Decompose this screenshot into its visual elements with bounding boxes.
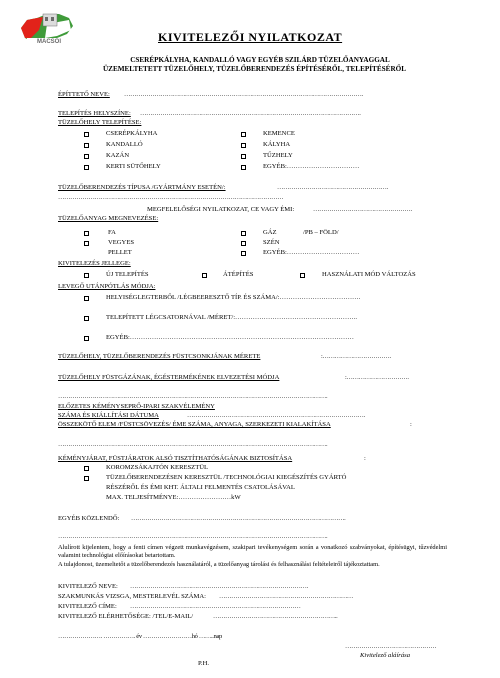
date-line[interactable]: …………………. ……………. év ……………………hó ……..nap xyxy=(58,633,222,640)
checkbox-helyiseglegter[interactable] xyxy=(84,296,89,301)
option-cserepkalyha: CSERÉPKÁLYHA xyxy=(106,130,158,137)
elozetes-label: ELŐZETES KÉMÉNYSEPRŐ-IPARI SZAKVÉLEMÉNY xyxy=(58,403,215,410)
option-uj-telepites: ÚJ TELEPÍTÉS xyxy=(106,271,149,278)
megfeleloseg-label: MEGFELELŐSÉGI NYILATKOZAT, CE VAGY ÉMI: xyxy=(147,206,295,213)
option-fa: FA xyxy=(108,229,116,236)
option-egyeb-tuzelohely[interactable]: EGYÉB:…………………………… xyxy=(263,163,360,170)
kemeny-extra-2[interactable]: MAX. TELJESÍTMÉNYE:……………………kW xyxy=(106,494,241,501)
checkbox-egyeb-tuzeloanyag[interactable] xyxy=(241,251,246,256)
checkbox-tuzhely[interactable] xyxy=(241,154,246,159)
checkbox-gaz[interactable] xyxy=(241,231,246,236)
szakmunkas-field[interactable]: ………………………………………………………… xyxy=(219,593,353,600)
option-szen: SZÉN xyxy=(263,239,280,246)
elerhetoseg-label: KIVITELEZŐ ELÉRHETŐSÉGE: /TEL/E-MAIL/ xyxy=(58,613,194,620)
fustgaz-field[interactable]: :…………………………. xyxy=(345,374,409,381)
tuzelohely-telepitese-label: TÜZELŐHELY TELEPÍTÉSE: xyxy=(58,119,142,126)
jelleg-label: KIVITELEZÉS JELLEGE: xyxy=(58,260,131,267)
kivitelezo-neve-label: KIVITELEZŐ NEVE: xyxy=(58,583,118,590)
fustgaz-label: TÜZELŐHELY FÜSTGÁZÁNAK, ÉGÉSTERMÉKÉNEK ELVEZETÉSI MÓDJA xyxy=(58,374,280,381)
option-kemence: KEMENCE xyxy=(263,130,295,137)
osszekoto-label: ÖSSZEKÖTŐ ELEM /FÜSTCSÖVEZÉS/ ÉME SZÁMA, ANYAGA, SZERKEZETI KIALAKÍTÁSA xyxy=(58,421,331,428)
szakmunkas-label: SZAKMUNKÁS VIZSGA, MESTERLEVÉL SZÁMA: xyxy=(58,593,206,600)
logo-text: MACSOI xyxy=(37,39,61,45)
declaration-paragraph-1: Alulírott kijelentem, hogy a fenti címen végzett munkavégzésem, szakipari tevékenységem során a vonatkozó szabványokat, építésügyi, tűzvédelmi valamint technológiai előírásokat betartottam. xyxy=(58,544,447,560)
checkbox-legcsatorna[interactable] xyxy=(84,316,89,321)
option-pellet: PELLET xyxy=(108,249,132,256)
option-koromzsakajto: KOROMZSÁKAJTÓN KERESZTÜL xyxy=(106,464,209,471)
fustgaz-field-line2[interactable]: ……………………………………………………………………………………………………………………. xyxy=(58,393,328,400)
levego-label: LEVEGŐ UTÁNPÓTLÁS MÓDJA: xyxy=(58,283,156,290)
csonk-label: TÜZELŐHELY, TÜZELŐBERENDEZÉS FÜSTCSONKJÁNAK MÉRETE xyxy=(58,353,261,360)
epitteto-label: ÉPÍTTETŐ NEVE: xyxy=(58,91,110,98)
osszekoto-colon: : xyxy=(410,421,412,428)
option-vegyes: VEGYES xyxy=(108,239,135,246)
hungary-map-logo xyxy=(17,8,75,52)
egyeb-kozlendo-field[interactable]: ……………………………………………………………………………………………. xyxy=(131,515,346,522)
checkbox-fa[interactable] xyxy=(84,231,89,236)
checkbox-cserepkalyha[interactable] xyxy=(84,132,89,137)
declaration-paragraph-2: A tulajdonost, üzemeltetőt a tüzelőberendezés használatáról, a tüzelőanyag tárolási és felhasználási feltételeiről tájékoztattam. xyxy=(58,561,380,568)
tuzeloanyag-label: TÜZELŐANYAG MEGNEVEZÉSE: xyxy=(58,215,159,222)
option-kerti-sutohely: KERTI SÜTŐHELY xyxy=(106,163,161,170)
option-gaz-extra: /PB – FÖLD/ xyxy=(303,229,339,236)
cime-label: KIVITELEZŐ CÍME: xyxy=(58,603,117,610)
option-legcsatorna[interactable]: TELEPÍTETT LÉGCSATORNÁVAL /MÉRET/:……………………………………………….. xyxy=(106,314,358,321)
checkbox-vegyes[interactable] xyxy=(84,241,89,246)
checkbox-atepites[interactable] xyxy=(202,273,207,278)
cime-field[interactable]: ………………………………………………………………………… xyxy=(130,603,301,610)
egyeb-kozlendo-field-line2[interactable]: ……………………………………………………………………………………………………………………. xyxy=(58,533,328,540)
macsoi-logo xyxy=(17,8,75,52)
option-tuzeloberendezesen: TÜZELŐBERENDEZÉSEN KERESZTÜL /TECHNOLÓGIAI KIEGÉSZÍTÉS GYÁRTÓ xyxy=(106,474,347,481)
option-egyeb-tuzeloanyag[interactable]: EGYÉB:…………………………… xyxy=(263,249,360,256)
checkbox-kalyha[interactable] xyxy=(241,143,246,148)
kivitelezo-neve-field[interactable]: ……………………………………………………………………………. xyxy=(130,583,308,590)
szama-label: SZÁMA ÉS KIÁLLÍTÁSI DÁTUMA xyxy=(58,412,159,419)
szama-field[interactable]: ……………………………………………………………………………. xyxy=(187,412,365,419)
megfeleloseg-field[interactable]: …………………………………………. xyxy=(313,206,412,213)
tipus-field-line2[interactable]: ………………………………………………………………………………………………… xyxy=(58,194,284,201)
ph-stamp-label: P.H. xyxy=(198,660,209,667)
checkbox-kerti-sutohely[interactable] xyxy=(84,165,89,170)
option-kazan: KAZÁN xyxy=(106,152,130,159)
option-helyiseglegter[interactable]: HELYISÉGLEGTERBŐL /LÉGBEERESZTŐ TÍP. ÉS SZÁMA/:………………………………. xyxy=(106,294,361,301)
page-title: KIVITELEZŐI NYILATKOZAT xyxy=(158,30,343,44)
checkbox-kandallo[interactable] xyxy=(84,143,89,148)
epitteto-field[interactable]: ………………………………………………………………………………………………………. xyxy=(124,91,363,98)
elerhetoseg-field[interactable]: …………………………………………………….. xyxy=(213,613,338,620)
csonk-field[interactable]: :……………………………. xyxy=(321,353,391,360)
checkbox-egyeb-tuzelohely[interactable] xyxy=(241,165,246,170)
signature-label: Kivitelező aláírása xyxy=(360,652,411,659)
checkbox-tuzeloberendezesen[interactable] xyxy=(84,476,89,481)
checkbox-egyeb-levego[interactable] xyxy=(84,336,89,341)
checkbox-szen[interactable] xyxy=(241,241,246,246)
egyeb-kozlendo-label: EGYÉB KÖZLENDŐ: xyxy=(58,515,120,522)
checkbox-uj-telepites[interactable] xyxy=(84,273,89,278)
option-egyeb-levego[interactable]: EGYÉB:………………………………………………………………………………………… xyxy=(106,334,354,341)
subtitle-line-1: CSERÉPKÁLYHA, KANDALLÓ VAGY EGYÉB SZILÁRD TÜZELŐANYAGGAL xyxy=(130,56,390,64)
checkbox-hasznalati-mod[interactable] xyxy=(300,273,305,278)
tipus-label: TÜZELŐBERENDEZÉS TÍPUSA /GYÁRTMÁNY ESETÉN/: xyxy=(58,184,226,191)
kemenyjarat-label: KÉMÉNYJÁRAT, FÜSTJÁRATOK ALSÓ TISZTÍTHATÓSÁGÁNAK BIZTOSÍTÁSA xyxy=(58,455,293,462)
helyszin-label: TELEPÍTÉS HELYSZÍNE: xyxy=(58,110,131,117)
option-gaz: GÁZ xyxy=(263,229,277,236)
option-tuzhely: TŰZHELY xyxy=(263,152,293,159)
checkbox-koromzsakajto[interactable] xyxy=(84,466,89,471)
option-kalyha: KÁLYHA xyxy=(263,141,291,148)
checkbox-kemence[interactable] xyxy=(241,132,246,137)
kemeny-extra-1: RÉSZÉRŐL ÉS ÉMI KHT. ÁLTALI FELMENTÉS CSATOLÁSÁVAL xyxy=(106,484,295,491)
signature-line[interactable]: ……………………………………… xyxy=(345,643,437,650)
option-hasznalati-mod: HASZNÁLATI MÓD VÁLTOZÁS xyxy=(322,271,416,278)
option-kandallo: KANDALLÓ xyxy=(106,141,143,148)
option-atepites: ÁTÉPÍTÉS xyxy=(223,271,254,278)
tipus-field[interactable]: ………………………………………………. xyxy=(277,184,388,191)
kemenyjarat-colon: : xyxy=(364,455,366,462)
checkbox-kazan[interactable] xyxy=(84,154,89,159)
helyszin-field[interactable]: ………………………………………………………………………………………………. xyxy=(140,110,361,117)
subtitle-line-2: ÜZEMELTETETT TÜZELŐHELY, TÜZELŐBERENDEZÉS ÉPÍTÉSÉRŐL, TELEPÍTÉSÉRŐL xyxy=(102,65,407,73)
osszekoto-field[interactable]: ……………………………………………………………………………………………………………………. xyxy=(58,441,328,448)
